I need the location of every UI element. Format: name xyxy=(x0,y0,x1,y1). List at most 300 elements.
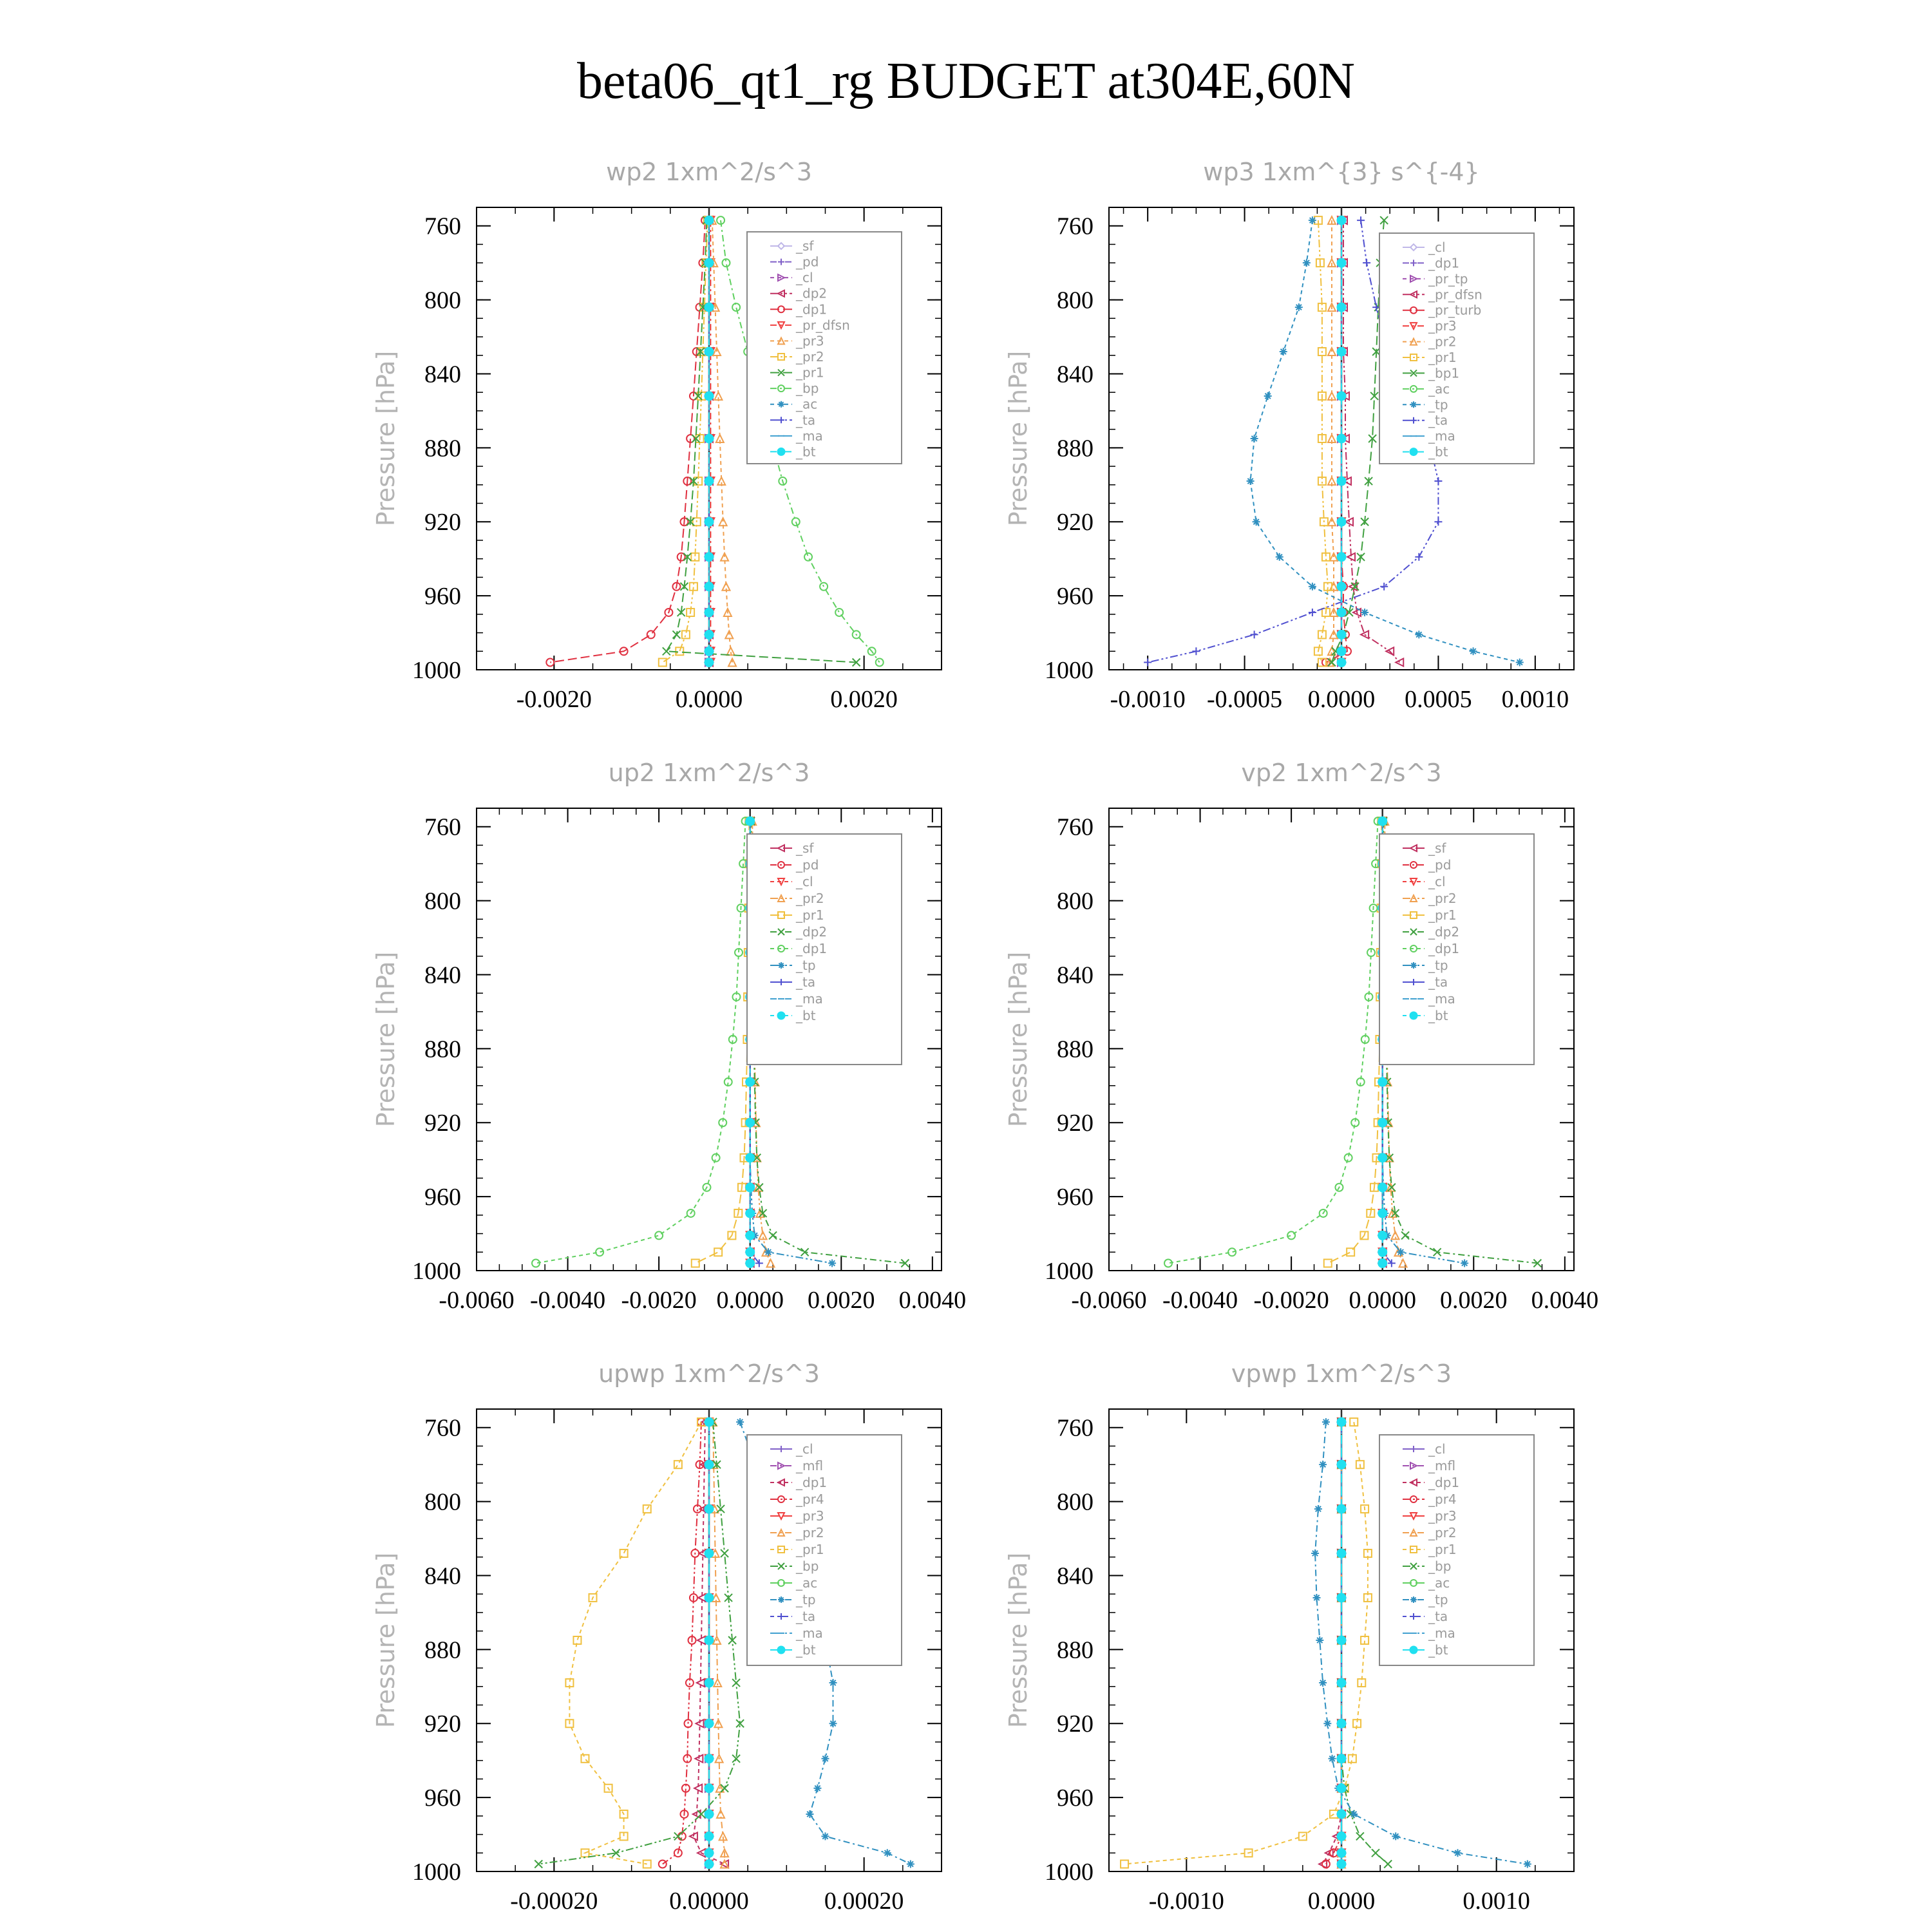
data-point-marker xyxy=(769,1231,777,1239)
data-point-marker xyxy=(647,630,655,638)
x-tick-label: 0.0040 xyxy=(898,1287,967,1314)
data-point-marker xyxy=(1323,1719,1331,1727)
legend-entry: _ta xyxy=(1428,412,1448,428)
data-point-marker xyxy=(659,1861,667,1868)
legend-entry: _pr4 xyxy=(796,1492,824,1507)
legend-entry: _ta xyxy=(796,974,816,990)
x-tick-label: 0.0040 xyxy=(1531,1287,1599,1314)
data-point-marker xyxy=(1454,1849,1462,1857)
legend-entry: _ma xyxy=(1428,991,1455,1007)
legend-entry: _ma xyxy=(1428,428,1455,444)
legend-marker xyxy=(1410,448,1417,456)
data-point-marker xyxy=(1311,1549,1319,1557)
legend-entry: _cl xyxy=(796,874,813,889)
series-pr1 xyxy=(565,1418,705,1868)
y-tick-label: 800 xyxy=(1057,287,1094,314)
data-point-marker xyxy=(721,553,728,561)
data-point-marker xyxy=(1144,659,1151,667)
data-point-marker xyxy=(1337,216,1346,225)
legend-marker xyxy=(1410,1012,1417,1019)
legend-entry: _bt xyxy=(796,444,816,460)
data-point-marker xyxy=(705,630,714,639)
data-point-marker xyxy=(705,258,714,267)
legend-entry: _ac xyxy=(1428,1575,1450,1591)
data-point-marker xyxy=(705,477,714,486)
data-point-marker xyxy=(1264,392,1272,400)
legend xyxy=(747,1435,902,1665)
x-tick-label: 0.0000 xyxy=(1307,686,1376,713)
legend xyxy=(1379,233,1534,464)
y-tick-label: 1000 xyxy=(412,1258,461,1285)
data-point-marker xyxy=(705,517,714,526)
data-point-marker xyxy=(714,1679,721,1687)
data-point-marker xyxy=(1337,658,1346,667)
data-point-marker xyxy=(1322,1418,1330,1426)
legend-entry: _bt xyxy=(1428,1008,1448,1023)
chart-panel-vp2 xyxy=(1004,759,1598,1314)
panel-title: wp2 1xm^2/s^3 xyxy=(606,158,812,186)
y-tick-label: 960 xyxy=(1057,583,1094,611)
x-tick-label: -0.0005 xyxy=(1207,686,1283,713)
y-tick-label: 1000 xyxy=(1045,657,1094,684)
y-tick-label: 840 xyxy=(424,361,461,388)
legend-entry: _bt xyxy=(796,1642,816,1658)
x-tick-label: 0.0020 xyxy=(830,686,898,713)
series-pr4 xyxy=(659,1418,705,1868)
data-point-marker xyxy=(829,1719,837,1727)
data-point-marker xyxy=(659,659,667,667)
y-tick-label: 800 xyxy=(1057,887,1094,915)
x-tick-label: 0.0000 xyxy=(716,1287,784,1314)
data-point-marker xyxy=(1337,1678,1346,1687)
legend-entry: _dp1 xyxy=(1428,255,1460,271)
legend-entry: _pr1 xyxy=(1428,1542,1457,1557)
data-point-marker xyxy=(573,1636,581,1644)
data-point-marker xyxy=(1303,259,1311,267)
panel-title: up2 1xm^2/s^3 xyxy=(608,759,810,787)
data-point-marker xyxy=(1378,1077,1387,1086)
data-point-marker xyxy=(1309,583,1316,591)
data-point-marker xyxy=(822,1832,829,1840)
data-point-marker xyxy=(1309,609,1316,616)
data-point-marker xyxy=(1380,583,1388,591)
legend-entry: _cl xyxy=(1428,1441,1446,1457)
legend-entry: _pr1 xyxy=(796,1542,824,1557)
series-line xyxy=(536,821,746,1263)
data-point-marker xyxy=(746,817,755,826)
data-point-marker xyxy=(1192,647,1200,655)
legend-marker xyxy=(778,1596,784,1603)
data-point-marker xyxy=(1337,1417,1346,1426)
data-point-marker xyxy=(835,609,843,616)
data-point-marker xyxy=(1361,609,1368,616)
series-line xyxy=(1328,821,1382,1263)
data-point-marker xyxy=(1337,608,1346,617)
data-point-marker xyxy=(705,347,714,356)
data-point-marker xyxy=(828,1260,836,1267)
data-point-marker xyxy=(746,1183,755,1192)
data-point-marker xyxy=(1328,518,1336,526)
series-pr1 xyxy=(1324,817,1386,1267)
data-point-marker xyxy=(705,303,714,312)
x-tick-label: -0.0060 xyxy=(439,1287,515,1314)
legend-entry: _tp xyxy=(1428,958,1448,973)
legend-entry: _tp xyxy=(796,1592,816,1607)
y-tick-label: 920 xyxy=(424,509,461,536)
data-point-marker xyxy=(806,1810,813,1818)
series-pr1 xyxy=(1121,1418,1372,1868)
data-point-marker xyxy=(764,1248,772,1256)
legend-marker xyxy=(1410,1596,1417,1603)
legend-entry: _pr4 xyxy=(1428,1492,1457,1507)
legend-entry: _pr2 xyxy=(1428,891,1457,906)
y-tick-label: 880 xyxy=(424,435,461,462)
legend-entry: _pr1 xyxy=(1428,907,1457,923)
data-point-marker xyxy=(1329,1755,1336,1763)
legend-marker xyxy=(1410,962,1417,969)
legend-entry: _bp xyxy=(796,1558,819,1574)
series-pr2 xyxy=(659,216,712,666)
data-point-marker xyxy=(705,1832,714,1841)
data-point-marker xyxy=(705,1754,714,1763)
series-line xyxy=(550,220,705,662)
data-point-marker xyxy=(620,1549,628,1557)
legend-entry: _pr2 xyxy=(1428,1525,1457,1540)
legend-entry: _sf xyxy=(1428,840,1446,856)
y-axis-label: Pressure [hPa] xyxy=(1004,1552,1032,1728)
y-tick-label: 760 xyxy=(424,213,461,240)
data-point-marker xyxy=(705,553,714,562)
legend-entry: _dp2 xyxy=(1428,924,1460,940)
chart-panel-vpwp xyxy=(1004,1359,1574,1915)
data-point-marker xyxy=(1357,216,1365,224)
series-pr1 xyxy=(692,817,753,1267)
data-point-marker xyxy=(719,518,727,526)
legend-entry: _pr3 xyxy=(796,333,824,349)
x-tick-label: 0.0000 xyxy=(1307,1888,1376,1915)
y-tick-label: 880 xyxy=(1057,1036,1094,1063)
y-axis-label: Pressure [hPa] xyxy=(1004,350,1032,527)
y-tick-label: 1000 xyxy=(412,657,461,684)
legend-entry: _pr2 xyxy=(796,1525,824,1540)
legend-entry: _ta xyxy=(796,412,816,428)
y-tick-label: 760 xyxy=(424,1414,461,1442)
legend-marker xyxy=(1410,1646,1417,1654)
data-point-marker xyxy=(1401,1231,1409,1239)
data-point-marker xyxy=(1372,1849,1379,1857)
data-point-marker xyxy=(692,1260,699,1267)
series-line xyxy=(696,821,750,1263)
legend-entry: _pr2 xyxy=(796,349,824,365)
legend-entry: _pd xyxy=(796,254,819,270)
legend-entry: _cl xyxy=(796,1441,813,1457)
series-pr2 xyxy=(1326,216,1338,666)
legend-entry: _ma xyxy=(1428,1625,1455,1641)
x-tick-label: -0.00020 xyxy=(510,1888,598,1915)
data-point-marker xyxy=(1378,1183,1387,1192)
data-point-marker xyxy=(1337,1848,1346,1857)
legend-entry: _pr_turb xyxy=(1428,302,1482,318)
y-tick-label: 840 xyxy=(1057,361,1094,388)
legend-entry: _dp1 xyxy=(796,941,828,956)
legend-entry: _ta xyxy=(1428,1609,1448,1624)
y-tick-label: 760 xyxy=(1057,213,1094,240)
data-point-marker xyxy=(1337,1504,1346,1513)
x-tick-label: 0.0010 xyxy=(1501,686,1569,713)
y-tick-label: 840 xyxy=(424,1562,461,1590)
data-point-marker xyxy=(1121,1861,1128,1868)
x-tick-label: -0.0040 xyxy=(1162,1287,1238,1314)
legend-entry: _pr_dfsn xyxy=(796,317,850,333)
y-tick-label: 800 xyxy=(424,287,461,314)
legend xyxy=(1379,1435,1534,1665)
data-point-marker xyxy=(1337,258,1346,267)
data-point-marker xyxy=(1415,630,1423,638)
data-point-marker xyxy=(1309,216,1316,224)
data-point-marker xyxy=(1251,435,1258,442)
data-point-marker xyxy=(705,1549,714,1558)
data-point-marker xyxy=(1276,553,1283,561)
chart-panel-wp2 xyxy=(372,158,942,713)
data-point-marker xyxy=(746,1231,755,1240)
x-tick-label: -0.0010 xyxy=(1110,686,1186,713)
y-tick-label: 880 xyxy=(424,1636,461,1664)
data-point-marker xyxy=(746,1118,755,1127)
data-point-marker xyxy=(1337,392,1346,401)
series-line xyxy=(1168,821,1378,1263)
legend-entry: _tp xyxy=(1428,397,1448,413)
x-tick-label: 0.0000 xyxy=(675,686,743,713)
x-tick-label: 0.0020 xyxy=(808,1287,875,1314)
legend xyxy=(747,232,902,464)
data-point-marker xyxy=(1337,1593,1346,1602)
x-tick-label: 0.00020 xyxy=(824,1888,904,1915)
data-point-marker xyxy=(705,434,714,443)
data-point-marker xyxy=(705,1784,714,1793)
data-point-marker xyxy=(705,608,714,617)
panel-title: wp3 1xm^{3} s^{-4} xyxy=(1203,158,1480,186)
data-point-marker xyxy=(728,659,736,667)
data-point-marker xyxy=(1337,582,1346,591)
series-dp1 xyxy=(546,216,709,666)
data-point-marker xyxy=(1470,647,1477,655)
x-tick-label: 0.0010 xyxy=(1463,1888,1530,1915)
data-point-marker xyxy=(1337,630,1346,639)
legend-entry: _sf xyxy=(796,840,814,856)
y-tick-label: 800 xyxy=(424,1488,461,1516)
legend-entry: _pr3 xyxy=(796,1508,824,1524)
data-point-marker xyxy=(1337,1754,1346,1763)
legend-entry: _dp1 xyxy=(1428,1475,1460,1490)
data-point-marker xyxy=(1434,477,1442,485)
data-point-marker xyxy=(1378,1231,1387,1240)
data-point-marker xyxy=(1434,518,1442,526)
data-point-marker xyxy=(1363,259,1370,267)
data-point-marker xyxy=(1378,1153,1387,1162)
legend-marker xyxy=(777,448,785,455)
data-point-marker xyxy=(884,1849,891,1857)
legend-entry: _ac xyxy=(1428,381,1450,397)
data-point-marker xyxy=(1392,1832,1399,1840)
x-tick-label: -0.0010 xyxy=(1148,1888,1224,1915)
chart-panel-wp3 xyxy=(1004,158,1574,713)
data-point-marker xyxy=(746,1153,755,1162)
series-line xyxy=(569,1422,701,1864)
y-tick-label: 840 xyxy=(1057,961,1094,989)
legend-entry: _ta xyxy=(796,1609,816,1624)
x-tick-label: -0.0020 xyxy=(516,686,592,713)
panel-title: upwp 1xm^2/s^3 xyxy=(598,1359,820,1388)
data-point-marker xyxy=(705,1417,714,1426)
data-point-marker xyxy=(705,1460,714,1469)
y-tick-label: 1000 xyxy=(1045,1859,1094,1886)
data-point-marker xyxy=(1337,647,1346,656)
data-point-marker xyxy=(1378,817,1387,826)
y-tick-label: 960 xyxy=(1057,1184,1094,1211)
legend-entry: _bt xyxy=(796,1008,816,1023)
y-tick-label: 760 xyxy=(424,813,461,841)
data-point-marker xyxy=(876,659,884,667)
data-point-marker xyxy=(1516,659,1524,667)
legend-entry: _pr3 xyxy=(1428,1508,1457,1524)
data-point-marker xyxy=(1397,1248,1405,1256)
legend-entry: _mfl xyxy=(1428,1458,1456,1473)
data-point-marker xyxy=(1337,434,1346,443)
y-tick-label: 760 xyxy=(1057,1414,1094,1442)
legend-marker xyxy=(778,962,784,969)
y-tick-label: 1000 xyxy=(1045,1258,1094,1285)
data-point-marker xyxy=(655,1231,663,1239)
legend-entry: _cl xyxy=(1428,240,1446,255)
legend-entry: _pr1 xyxy=(1428,350,1457,365)
x-tick-label: 0.0000 xyxy=(1349,1287,1416,1314)
legend-marker xyxy=(778,401,784,408)
data-point-marker xyxy=(697,1810,705,1818)
data-point-marker xyxy=(1228,1248,1236,1256)
legend xyxy=(747,834,902,1065)
data-point-marker xyxy=(1280,348,1287,355)
data-point-marker xyxy=(705,1678,714,1687)
data-point-marker xyxy=(1314,1505,1322,1513)
data-point-marker xyxy=(1378,1209,1387,1218)
legend-entry: _ma xyxy=(796,428,823,444)
legend-entry: _pr2 xyxy=(1428,334,1457,350)
data-point-marker xyxy=(705,582,714,591)
data-point-marker xyxy=(674,1832,682,1840)
legend-entry: _pr3 xyxy=(1428,318,1457,334)
legend-entry: _pr2 xyxy=(796,891,824,906)
data-point-marker xyxy=(1378,1118,1387,1127)
legend-entry: _ma xyxy=(796,991,823,1007)
data-point-marker xyxy=(1247,477,1255,485)
legend-entry: _tp xyxy=(796,958,816,973)
data-point-marker xyxy=(1384,1861,1392,1868)
data-point-marker xyxy=(1312,1594,1320,1602)
data-point-marker xyxy=(813,1785,821,1792)
data-point-marker xyxy=(907,1861,914,1868)
legend-entry: _dp2 xyxy=(796,924,828,940)
data-point-marker xyxy=(1253,518,1260,526)
legend xyxy=(1379,834,1534,1065)
data-point-marker xyxy=(736,1418,744,1426)
y-tick-label: 880 xyxy=(1057,435,1094,462)
data-point-marker xyxy=(1328,659,1336,667)
figure-title: beta06_qt1_rg BUDGET at304E,60N xyxy=(576,53,1356,109)
data-point-marker xyxy=(705,1719,714,1728)
data-point-marker xyxy=(732,303,740,311)
data-point-marker xyxy=(1356,1832,1364,1840)
data-point-marker xyxy=(1337,1460,1346,1469)
data-point-marker xyxy=(1337,1860,1346,1869)
data-point-marker xyxy=(1378,1259,1387,1268)
data-point-marker xyxy=(1337,1719,1346,1728)
legend-entry: _ac xyxy=(796,396,818,412)
x-tick-label: -0.0060 xyxy=(1071,1287,1147,1314)
legend-entry: _dp1 xyxy=(1428,941,1460,956)
legend-entry: _sf xyxy=(796,238,814,254)
data-point-marker xyxy=(1319,1461,1327,1468)
legend-entry: _ma xyxy=(796,1625,823,1641)
panel-title: vpwp 1xm^2/s^3 xyxy=(1231,1359,1452,1388)
legend-entry: _dp1 xyxy=(796,1475,828,1490)
data-point-marker xyxy=(1337,1832,1346,1841)
data-point-marker xyxy=(1337,347,1346,356)
legend-entry: _bp1 xyxy=(1428,365,1460,381)
series-line xyxy=(713,1422,724,1864)
data-point-marker xyxy=(746,1247,755,1256)
legend-entry: _pr_tp xyxy=(1428,270,1468,287)
data-point-marker xyxy=(804,553,812,561)
data-point-marker xyxy=(705,1810,714,1819)
legend-entry: _pd xyxy=(796,857,819,873)
data-point-marker xyxy=(1378,1247,1387,1256)
y-tick-label: 920 xyxy=(424,1110,461,1137)
x-tick-label: -0.0020 xyxy=(621,1287,697,1314)
data-point-marker xyxy=(746,1259,755,1268)
data-point-marker xyxy=(721,1549,728,1557)
data-point-marker xyxy=(1337,517,1346,526)
legend-entry: _ta xyxy=(1428,974,1448,990)
data-point-marker xyxy=(705,1593,714,1602)
data-point-marker xyxy=(705,658,714,667)
chart-panel-upwp xyxy=(372,1359,942,1915)
y-tick-label: 880 xyxy=(1057,1636,1094,1664)
legend-entry: _dp1 xyxy=(796,301,828,317)
data-point-marker xyxy=(746,1077,755,1086)
data-point-marker xyxy=(1319,1679,1327,1687)
data-point-marker xyxy=(746,1209,755,1218)
legend-entry: _dp2 xyxy=(796,285,828,301)
legend-entry: _bt xyxy=(1428,1642,1448,1658)
panel-title: vp2 1xm^2/s^3 xyxy=(1241,759,1442,787)
data-point-marker xyxy=(767,1260,775,1267)
data-point-marker xyxy=(1337,1549,1346,1558)
legend-entry: _tp xyxy=(1428,1592,1448,1607)
data-point-marker xyxy=(705,392,714,401)
y-tick-label: 880 xyxy=(424,1036,461,1063)
y-axis-label: Pressure [hPa] xyxy=(372,1552,400,1728)
data-point-marker xyxy=(663,647,670,655)
data-point-marker xyxy=(1350,1810,1358,1818)
data-point-marker xyxy=(1337,1636,1346,1645)
legend-entry: _pr_dfsn xyxy=(1428,287,1482,303)
legend-entry: _ac xyxy=(796,1575,818,1591)
series-dp1 xyxy=(1164,817,1382,1267)
x-tick-label: -0.0020 xyxy=(1253,1287,1329,1314)
y-axis-label: Pressure [hPa] xyxy=(372,350,400,527)
data-point-marker xyxy=(732,1679,740,1687)
chart-panel-up2 xyxy=(372,759,966,1314)
